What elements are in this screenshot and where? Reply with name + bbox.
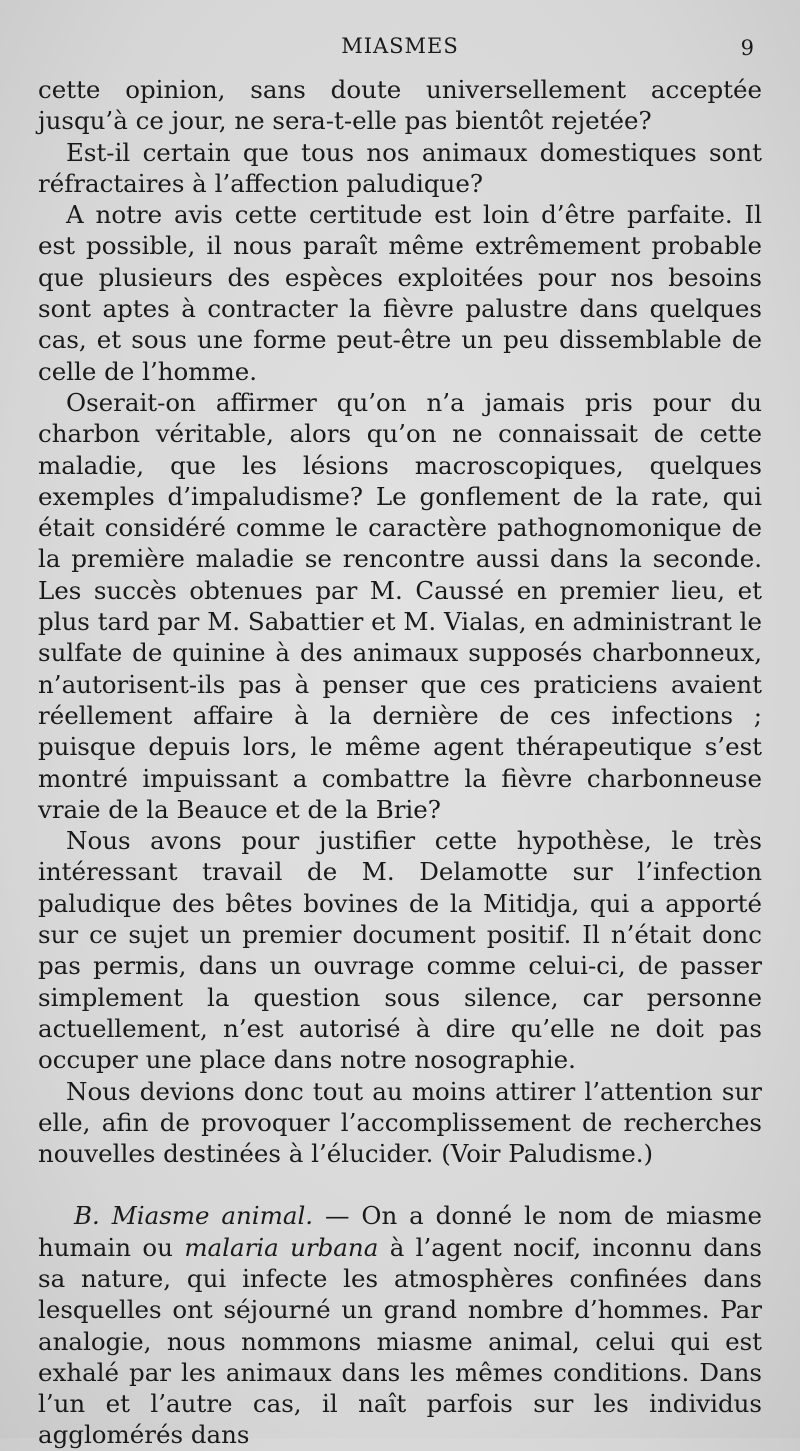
body-text: [38, 74, 762, 1451]
section-text-start: On a donné le nom de miasme humain ou: [38, 1201, 762, 1262]
paragraph-charbon: Oserait-on affirmer qu’on n’a jamais pris pour du charbon véritable, alors qu’on ne connaissait de cette maladie, que les lésions macroscopiques, quelques exemples d’impaludisme? Le gonflement de la rate, qui était considéré comme le caractère pathognomonique de la première maladie se rencontre aussi dans la seconde. Les succès obtenues par M. Caussé en premier lieu, et plus tard par M. Sabattier et M. Vialas, en administrant le sulfate de quinine à des animaux supposés charbonneux, n’autorisent-ils pas à penser que ces praticiens avaient réellement affaire à la dernière de ces infections ; puisque depuis lors, le même agent thérapeutique s’est montré impuissant a combattre la fièvre charbonneuse vraie de la Beauce et de la Brie?: [38, 387, 762, 824]
running-title: MIASMES: [341, 34, 459, 58]
running-head: [0, 30, 800, 66]
paragraph-opinion: A notre avis cette certitude est loin d’être parfaite. Il est possible, il nous paraît même extrêmement probable que plusieurs des espèces exploitées pour nos besoins sont aptes à contracter la fièvre palustre dans quelques cas, et sous une forme peut-être un peu dissemblable de celle de l’homme.: [38, 200, 762, 386]
section-text-end: à l’agent nocif, inconnu dans sa nature, qui infecte les atmosphères confinées dans lesquelles ont séjourné un grand nombre d’hommes. Par analogie, nous nommons miasme animal, celui qui est exhalé par les animaux dans les mêmes conditions. Dans l’un et l’autre cas, il naît parfois sur les individus agglomérés dans: [38, 1232, 763, 1450]
paragraph-attention: Nous devions donc tout au moins attirer l’attention sur elle, afin de provoquer l’accomplissement de recherches nouvelles destinées à l’élucider. (Voir Paludisme.): [38, 1076, 762, 1169]
section-term: malaria urbana: [184, 1232, 379, 1262]
section-dash: —: [313, 1201, 362, 1231]
page-number: 9: [740, 36, 754, 60]
paragraph-question: Est-il certain que tous nos animaux domestiques sont réfractaires à l’affection paludique?: [38, 137, 762, 198]
section-miasme-animal: [38, 1200, 762, 1450]
paragraph-hypothesis: Nous avons pour justifier cette hypothèse, le très intéressant travail de M. Delamotte sur l’infection paludique des bêtes bovines de la Mitidja, qui a apporté sur ce sujet un premier document positif. Il n’était donc pas permis, dans un ouvrage comme celui-ci, de passer simplement la question sous silence, car personne actuellement, n’est autorisé à dire qu’elle ne doit pas occuper une place dans notre nosographie.: [38, 826, 762, 1075]
section-heading: B. Miasme animal.: [74, 1201, 314, 1231]
paragraph-continued: cette opinion, sans doute universellement acceptée jusqu’à ce jour, ne sera-t-elle pas bientôt rejetée?: [38, 75, 762, 136]
